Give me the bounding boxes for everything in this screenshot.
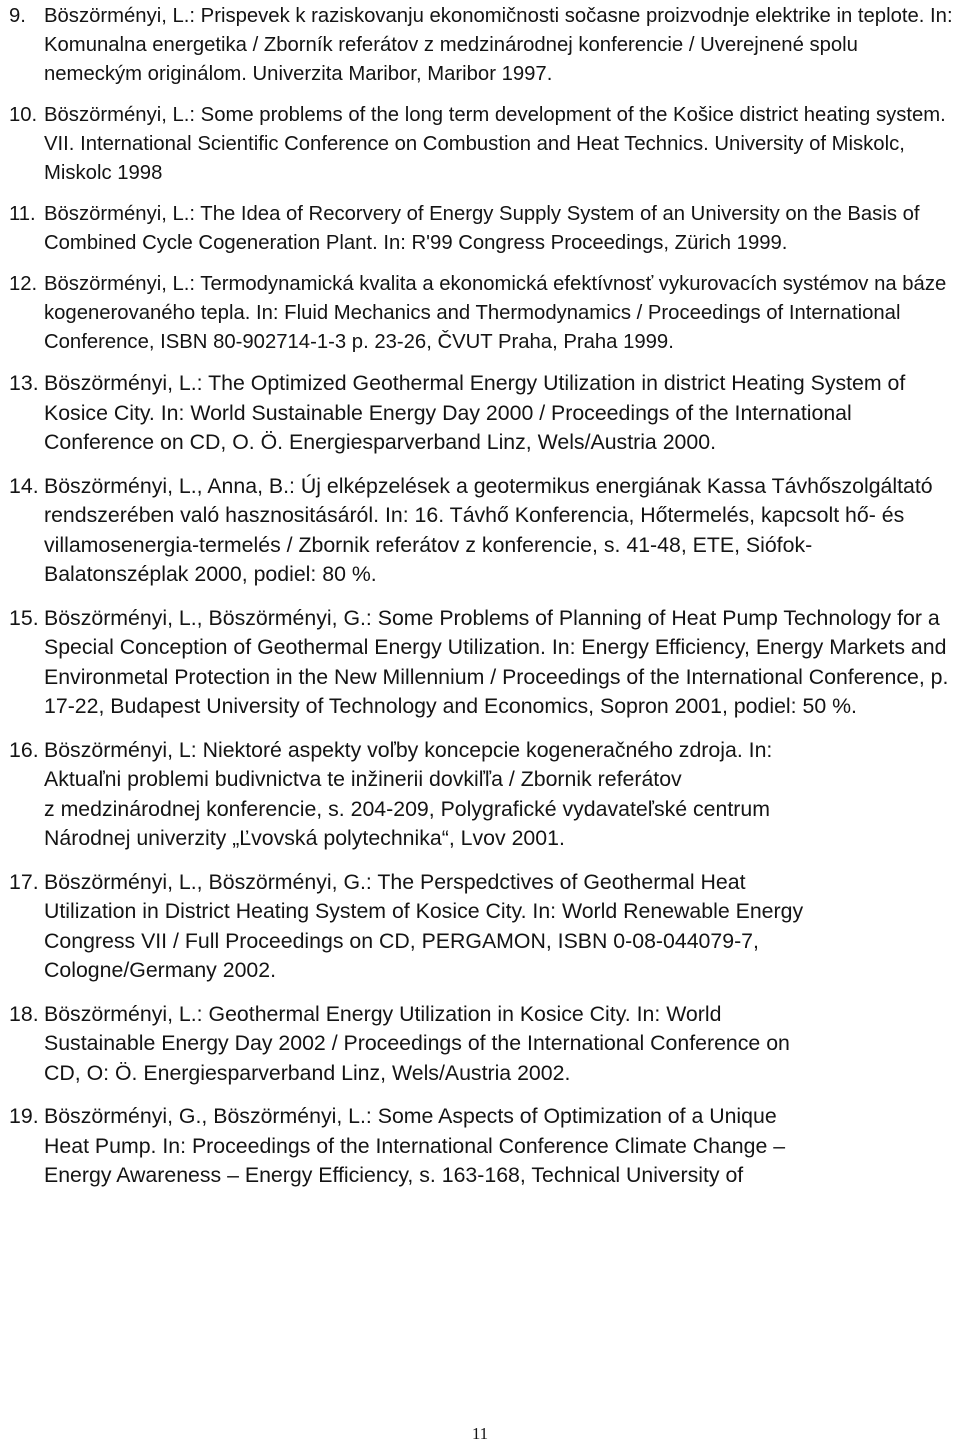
reference-number: 11. <box>9 203 36 225</box>
reference-number: 17. <box>9 869 39 894</box>
reference-item-17 <box>9 868 955 986</box>
reference-text: Böszörményi, L.: The Optimized Geothermal Energy Utilization in district Heating System of Kosice City. In: World Sustainable Energy Day 2000 / Proceedings of the International Conference on CD, O. Ö. Energiesparverband Linz, Wels/Austria 2000. <box>44 371 906 454</box>
reference-list <box>9 2 955 1205</box>
reference-number: 18. <box>9 1001 39 1026</box>
reference-number: 10. <box>9 104 38 126</box>
reference-text: Böszörményi, L.: Termodynamická kvalita a ekonomická efektívnosť vykurovacích systémov na báze kogenerovaného tepla. In: Fluid Mechanics and Thermodynamics / Proceedings of International Conference, ISBN 80-902714-1-3 p. 23-26, ČVUT Praha, Praha 1999. <box>44 273 947 353</box>
reference-text: Böszörményi, L.: Prispevek k raziskovanju ekonomičnosti sočasne proizvodnje elektrike in teplote. In: Komunalna energetika / Zborník referátov z medzinárodnej konferencie / Uverejnené spolu nemeckým originálom. Univerzita Maribor, Maribor 1997. <box>44 5 953 85</box>
reference-text: Böszörményi, G., Böszörményi, L.: Some Aspects of Optimization of a Unique Heat Pump. In: Proceedings of the International Conference Climate Change – Energy Awareness – Energy Efficiency, s. 163-168, Technical University of <box>44 1104 786 1187</box>
reference-text: Böszörményi, L., Böszörményi, G.: Some Problems of Planning of Heat Pump Technology for a Special Conception of Geothermal Energy Utilization. In: Energy Efficiency, Energy Markets and Environmetal Protection in the New Millennium / Proceedings of the International Conference, p. 17-22, Budapest University of Technology and Economics, Sopron 2001, podiel: 50 %. <box>44 605 949 718</box>
reference-item-13 <box>9 369 955 458</box>
reference-item-11 <box>9 200 955 258</box>
reference-number: 9. <box>9 5 26 27</box>
page-number: 11 <box>471 1424 489 1443</box>
reference-item-19 <box>9 1102 955 1191</box>
reference-text: Böszörményi, L., Anna, B.: Új elképzelések a geotermikus energiának Kassa Távhőszolgáltató rendszerében való hasznositásáról. In: 16. Távhő Konferencia, Hőtermelés, kapcsolt hő- és villamosenergia-termelés / Zbornik referátov z konferencie, s. 41-48, ETE, Siófok-Balatonszéplak 2000, podiel: 80 %. <box>44 473 933 586</box>
reference-text: Böszörményi, L., Böszörményi, G.: The Perspedctives of Geothermal Heat Utilization in District Heating System of Kosice City. In: World Renewable Energy Congress VII / Full Proceedings on CD, PERGAMON, ISBN 0-08-044079-7, Cologne/Germany 2002. <box>44 869 804 982</box>
reference-text: Böszörményi, L: Niektoré aspekty voľby koncepcie kogeneračného zdroja. In: Aktuaľni problemi budivnictva te inžinerii dovkiľľa / Zbornik referátov z medzinárodnej konferencie, s. 204-209, Polygrafické vydavateľské centrum Národnej univerzity „Ľvovská polytechnika“, Lvov 2001. <box>44 737 773 850</box>
reference-item-15 <box>9 604 955 722</box>
reference-number: 16. <box>9 737 39 762</box>
reference-number: 19. <box>9 1104 39 1128</box>
reference-item-18 <box>9 1000 955 1089</box>
reference-text: Böszörményi, L.: The Idea of Recorvery of Energy Supply System of an University on the Basis of Combined Cycle Cogeneration Plant. In: R'99 Congress Proceedings, Zürich 1999. <box>44 203 920 254</box>
reference-item-10 <box>9 101 955 188</box>
reference-text: Böszörményi, L.: Geothermal Energy Utilization in Kosice City. In: World Sustainable Energy Day 2002 / Proceedings of the International Conference on CD, O: Ö. Energiesparverband Linz, Wels/Austria 2002. <box>44 1001 790 1085</box>
reference-number: 12. <box>9 273 38 295</box>
reference-item-16 <box>9 736 955 854</box>
reference-number: 15. <box>9 605 39 630</box>
reference-item-9 <box>9 2 955 89</box>
reference-item-12 <box>9 270 955 357</box>
reference-item-14 <box>9 472 955 590</box>
reference-text: Böszörményi, L.: Some problems of the long term development of the Košice district heating system. VII. International Scientific Conference on Combustion and Heat Technics. University of Miskolc, Miskolc 1998 <box>44 104 946 184</box>
reference-number: 13. <box>9 371 39 395</box>
reference-number: 14. <box>9 473 39 498</box>
